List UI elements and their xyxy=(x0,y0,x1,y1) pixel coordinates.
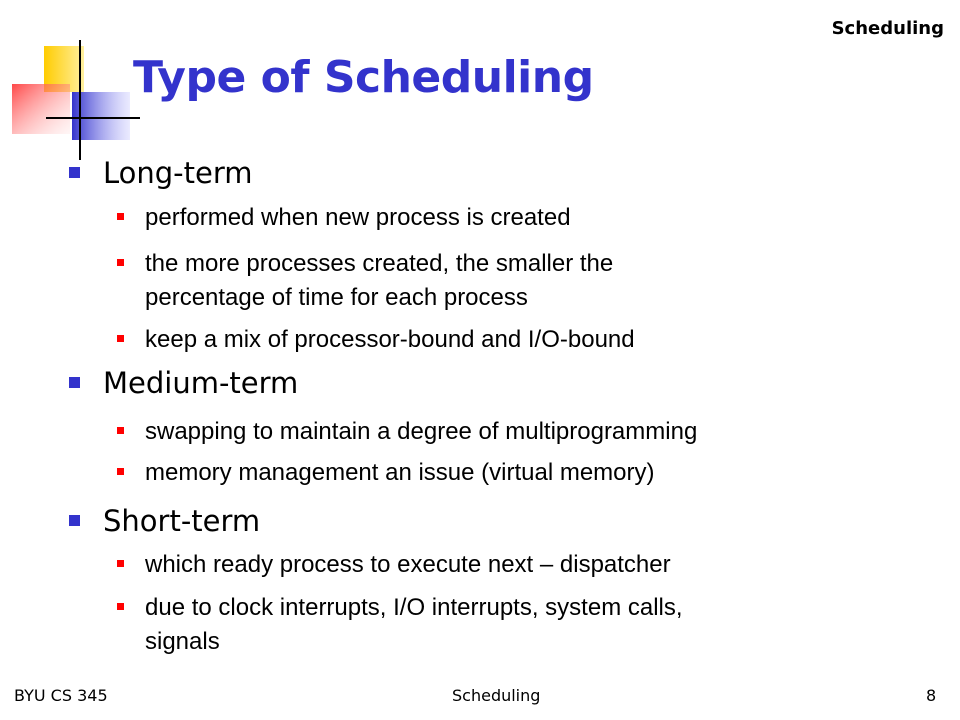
sub-bullet xyxy=(145,203,571,232)
sub-bullet-text: the more processes created, the smaller the xyxy=(145,250,614,277)
sub-bullet xyxy=(145,550,671,579)
sub-bullet-text: due to clock interrupts, I/O interrupts, system calls, xyxy=(145,594,683,621)
sub-bullet xyxy=(145,593,683,622)
sub-bullet-text: swapping to maintain a degree of multiprogramming xyxy=(145,418,698,445)
footer-title: Scheduling xyxy=(452,686,541,705)
section-label: Scheduling xyxy=(831,18,944,39)
sub-bullet-text: performed when new process is created xyxy=(145,204,571,231)
sub-bullet-text: which ready process to execute next – dispatcher xyxy=(145,551,671,578)
bullet-heading: Long-term xyxy=(103,156,253,190)
sub-bullet-continuation xyxy=(145,283,528,312)
square-bullet-icon xyxy=(69,377,80,388)
bullet-medium-term xyxy=(103,366,298,400)
bullet-short-term xyxy=(103,504,260,538)
sub-bullet-text: memory management an issue (virtual memory) xyxy=(145,459,655,486)
square-bullet-icon xyxy=(69,515,80,526)
slide-title: Type of Scheduling xyxy=(133,52,594,103)
square-bullet-icon xyxy=(117,560,124,567)
sub-bullet-text: signals xyxy=(145,628,220,655)
sub-bullet xyxy=(145,325,635,354)
sub-bullet-continuation xyxy=(145,627,220,656)
sub-bullet xyxy=(145,458,655,487)
square-bullet-icon xyxy=(69,167,80,178)
bullet-heading: Short-term xyxy=(103,504,261,538)
sub-bullet-text: percentage of time for each process xyxy=(145,284,528,311)
bullet-long-term xyxy=(103,156,253,190)
square-bullet-icon xyxy=(117,603,124,610)
sub-bullet xyxy=(145,249,613,278)
square-bullet-icon xyxy=(117,335,124,342)
sub-bullet xyxy=(145,417,697,446)
sub-bullet-text: keep a mix of processor-bound and I/O-bound xyxy=(145,326,635,353)
square-bullet-icon xyxy=(117,259,124,266)
bullet-heading: Medium-term xyxy=(103,366,299,400)
square-bullet-icon xyxy=(117,213,124,220)
square-bullet-icon xyxy=(117,468,124,475)
page-number: 8 xyxy=(926,686,937,705)
square-bullet-icon xyxy=(117,427,124,434)
footer-course: BYU CS 345 xyxy=(14,686,108,705)
